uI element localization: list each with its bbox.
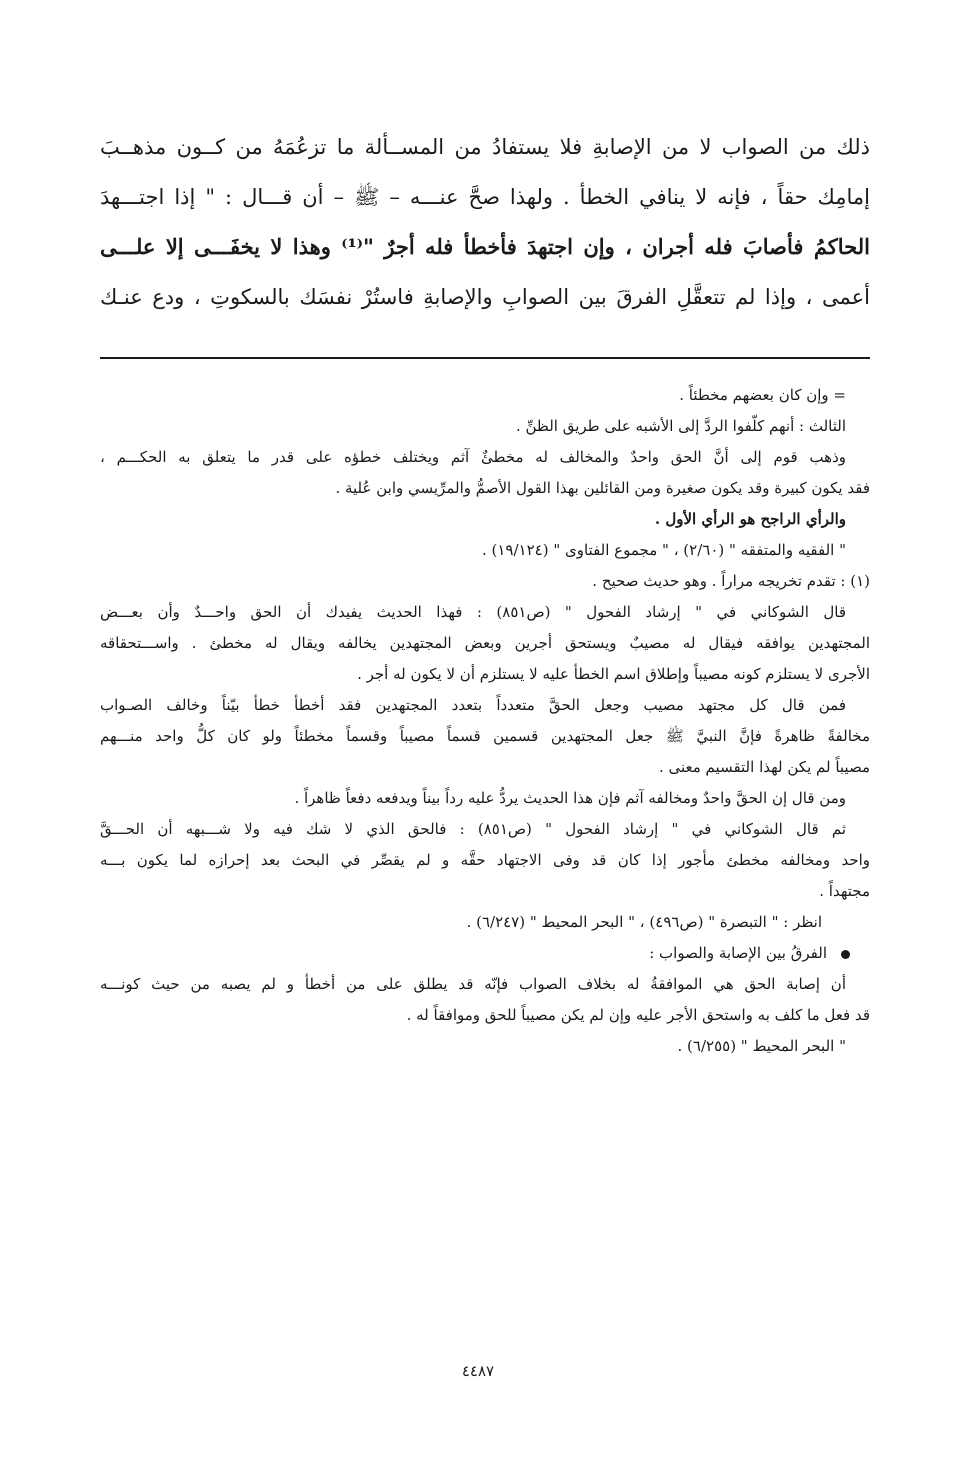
footnote-line: قد فعل ما كلف به واستحق الأجر عليه وإن لم يكن مصيباً للحق وموافقاً له . xyxy=(406,1006,870,1024)
footnote-line: فقد يكون كبيرة وقد يكون صغيرة ومن القائلين بهذا القول الأصمُّ والمرِّيسي وابن عُلية . xyxy=(335,479,870,497)
footnote-line: قال الشوكاني في " إرشاد الفحول " (ص٨٥١) : فهذا الحديث يفيدك أن الحق واحـــدٌ وأن بعـــض xyxy=(100,603,846,621)
footnote-line: مخالفةً ظاهرةً فإنَّ النبيَّ ﷺ جعل المجتهدين قسمين قسماً مصيباً وقسماً مخطئاً ولو كان كلُّ واحد منـــهم xyxy=(100,727,870,745)
body-line: ذلك من الصواب لا من الإصابةِ فلا يستفادُ من المســألة ما تزعُمَهُ من كــون مذهــبَ xyxy=(100,135,870,159)
footnote-line: ومن قال إن الحقَّ واحدٌ ومخالفه آثم فإن هذا الحديث يردُّ عليه رداً بيناً ويدفعه دفعاً ظاهراً . xyxy=(294,789,846,807)
footnote-line: (١) : تقدم تخريجه مراراً . وهو حديث صحيح . xyxy=(592,572,870,590)
footnote-line: = وإن كان بعضهم مخطئاً . xyxy=(679,386,846,404)
footnote-bullet-line xyxy=(100,938,870,969)
footnote-line: الثالث : أنهم كلّفوا الردَّ إلى الأشبه على طريق الظنِّ . xyxy=(515,417,846,435)
main-body-text xyxy=(100,122,870,322)
body-line: إمامِك حقاً ، فإنه لا ينافي الخطأ . ولهذا صحَّ عنـــه – ﷺ – أن قـــال : " إذا اجتـــهدَ xyxy=(100,185,870,209)
page-number: ٤٤٨٧ xyxy=(461,1362,495,1380)
body-line: أعمى ، وإذا لم تتعقَّلِ الفرقَ بين الصوابِ والإصابةِ فاستُرْ نفسَك بالسكوتِ ، ودع عنـك xyxy=(100,285,870,309)
footnote-line: مجتهداً . xyxy=(819,882,870,900)
footnote-line: انظر : " التبصرة " (ص٤٩٦) ، " البحر المحيط " (٦/٢٤٧) . xyxy=(466,913,822,931)
footnote-bullet-text: الفرقُ بين الإصابة والصواب : xyxy=(649,944,827,962)
footnote-line: واحد ومخالفه مخطئ مأجور إذا كان قد وفى الاجتهاد حقَّه و لم يقصِّر في البحث بعد إحرازه لما يكون بـــه xyxy=(100,851,870,869)
bullet-icon xyxy=(841,950,850,959)
footnote-line: والرأي الراجح هو الرأي الأول . xyxy=(654,510,846,528)
footnote-divider xyxy=(100,357,870,359)
footnote-line: المجتهدين يوافقه فيقال له مصيبٌ ويستحق أجرين وبعض المجتهدين يخالفه ويقال له مخطئ . واســـتحقاقه xyxy=(100,634,870,652)
footnote-line: أن إصابة الحق هي الموافقةُ له بخلاف الصواب فإنّه قد يطلق على من أخطأ و لم يصبه من حيث كونـــه xyxy=(100,975,846,993)
footnote-line: " الفقيه والمتفقه " (٢/٦٠) ، " مجموع الفتاوى " (١٩/١٢٤) . xyxy=(481,541,846,559)
footnote-line: ثم قال الشوكاني في " إرشاد الفحول " (ص٨٥١) : فالحق الذي لا شك فيه ولا شـــبهه أن الحـــقَّ xyxy=(100,820,847,838)
footnote-line: " البحر المحيط " (٦/٢٥٥) . xyxy=(677,1037,846,1055)
footnotes-section xyxy=(100,380,870,1062)
footnote-line: الأجرى لا يستلزم كونه مصيباً وإطلاق اسم الخطأ عليه لا يستلزم أن لا يكون له أجر . xyxy=(357,665,870,683)
footnote-line: وذهب قوم إلى أنَّ الحق واحدٌ والمخالف له مخطئٌ آثم ويختلف خطؤه على قدر ما يتعلق به الحكـــم ، xyxy=(100,448,846,466)
body-line: الحاكمُ فأصابَ فله أجران ، وإن اجتهدَ فأخطأ فله أجرٌ "⁽¹⁾ وهذا لا يخفَـــى إلا علـــى xyxy=(100,234,870,259)
footnote-line: فمن قال كل مجتهد مصيب وجعل الحقَّ متعدداً بتعدد المجتهدين فقد أخطأ خطأ بيّناً وخالف الصـواب xyxy=(100,696,846,714)
footnote-line: مصيباً لم يكن لهذا التقسيم معنى . xyxy=(658,758,870,776)
